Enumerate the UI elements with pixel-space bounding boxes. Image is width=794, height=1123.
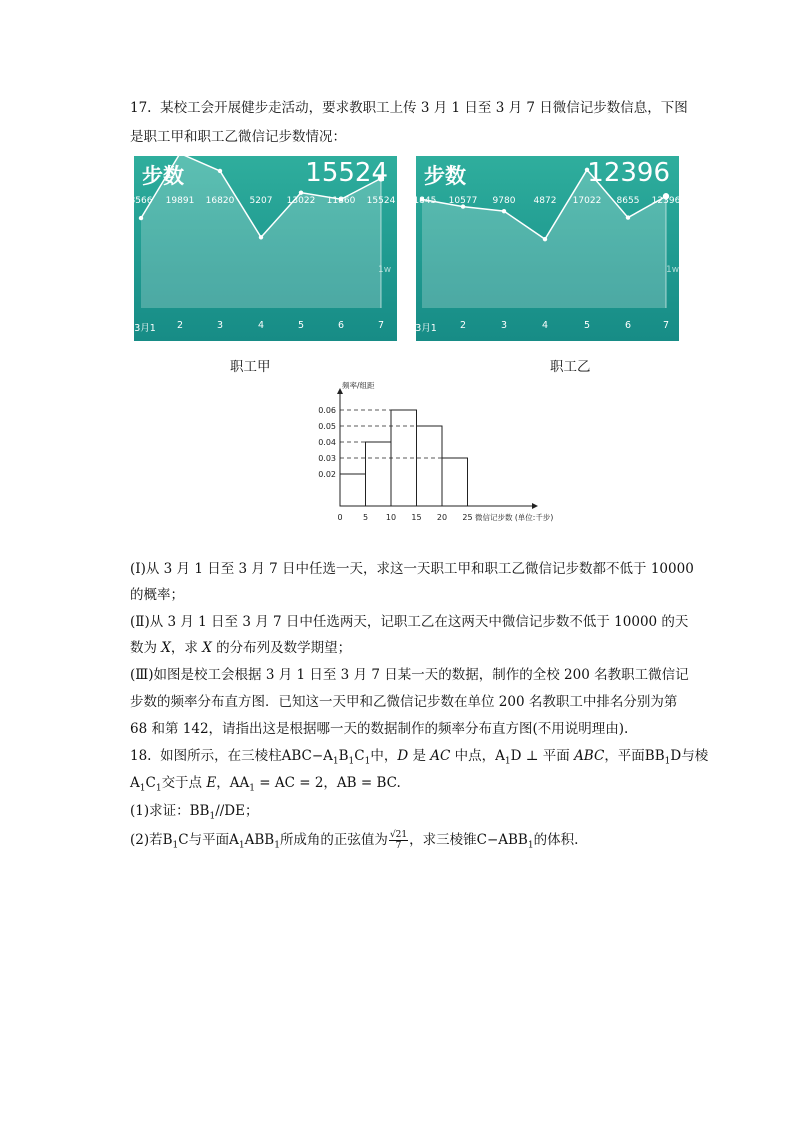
day-label: 2 <box>459 320 467 331</box>
frequency-histogram <box>300 378 600 528</box>
step-value: 9780 <box>492 196 516 206</box>
steps-panel-worker-b <box>407 156 681 341</box>
y-tick-label: 0.05 <box>318 422 336 431</box>
day-label: 7 <box>377 320 385 331</box>
unit-mark: 1w <box>666 265 680 275</box>
y-axis-label: 频率/组距 <box>342 381 375 390</box>
x-tick-label: 0 <box>337 513 343 522</box>
data-point <box>259 235 263 239</box>
caption-worker-b: 职工乙 <box>550 359 591 375</box>
day-label: 6 <box>337 320 345 331</box>
q18-part2: (2)若$B_1C$与平面$A_1ABB_1$所成角的正弦值为 $\frac{√21}{7}$ ，求三棱锥$C-ABB_1$的体积. <box>130 830 579 851</box>
data-point <box>178 151 182 155</box>
day-label: 3 <box>500 320 508 331</box>
step-value: 12396 <box>651 196 681 206</box>
x-axis-label: 微信记步数 (单位:千步) <box>475 513 554 522</box>
step-value: 15524 <box>366 196 396 206</box>
q18-line1: 18. 如图所示，在三棱柱$ABC-A_1B_1C_1$中，D 是 AC 中点，$A_1D$ ⊥ 平面 ABC，平面$BB_1D$与棱 <box>130 748 709 767</box>
step-value: 17022 <box>572 196 602 206</box>
data-point <box>139 216 143 220</box>
q18-line2: $A_1C_1$交于点 E，$AA_1$ = AC = 2，AB = BC. <box>130 775 401 794</box>
step-value: 16820 <box>205 196 235 206</box>
x-tick-label: 5 <box>362 513 369 522</box>
x-axis-arrow <box>532 503 538 509</box>
day-label: 4 <box>541 320 549 331</box>
q18-part1: (1)求证：$BB_1//DE$； <box>130 803 259 822</box>
y-tick-label: 0.02 <box>318 470 336 479</box>
step-value: 11860 <box>326 196 356 206</box>
step-value: 13022 <box>286 196 316 206</box>
step-value: 10577 <box>448 196 478 206</box>
steps-panel-worker-a <box>129 156 397 341</box>
day-label: 3 <box>216 320 224 331</box>
x-tick-label: 25 <box>462 513 473 522</box>
day-label: 6 <box>624 320 632 331</box>
x-tick-label: 10 <box>385 513 397 522</box>
q17-part3-line3: 68 和第 142，请指出这是根据哪一天的数据制作的频率分布直方图(不用说明理由). <box>130 721 629 737</box>
day-label: 5 <box>583 320 591 331</box>
day-label: 4 <box>257 320 265 331</box>
data-point <box>543 237 547 241</box>
q17-part3-line1: (Ⅲ)如图是校工会根据 3 月 1 日至 3 月 7 日某一天的数据，制作的全校 200 名教职工微信记 <box>130 667 689 683</box>
unit-mark: 1w <box>378 265 392 275</box>
step-value: 11845 <box>407 196 437 206</box>
x-tick-label: 15 <box>411 513 422 522</box>
step-value: 8655 <box>616 196 640 206</box>
y-tick-label: 0.06 <box>318 406 336 415</box>
panel-label: 步数 <box>142 164 184 188</box>
data-point <box>626 215 630 219</box>
y-tick-label: 0.03 <box>318 454 336 463</box>
data-point <box>502 209 506 213</box>
q17-part2-line2: 数为 X，求 X 的分布列及数学期望； <box>130 640 352 656</box>
caption-worker-a: 职工甲 <box>230 359 271 375</box>
data-point <box>218 169 222 173</box>
panel-label: 步数 <box>424 164 466 188</box>
step-value: 8566 <box>129 196 153 206</box>
day-label: 3月1 <box>415 323 437 334</box>
panel-total: 15524 <box>305 158 388 188</box>
data-point <box>299 190 303 194</box>
step-value: 5207 <box>249 196 273 206</box>
histogram-bar <box>417 426 443 506</box>
histogram-bar <box>340 474 366 506</box>
q17-intro-line2: 是职工甲和职工乙微信记步数情况： <box>130 129 346 145</box>
histogram-bar <box>366 442 392 506</box>
day-label: 2 <box>176 320 184 331</box>
panel-total: 12396 <box>587 158 670 188</box>
q17-part3-line2: 步数的频率分布直方图．已知这一天甲和乙微信记步数在单位 200 名教职工中排名分别为第 <box>130 694 678 710</box>
day-label: 7 <box>662 320 670 331</box>
q17-part2-line1: (Ⅱ)从 3 月 1 日至 3 月 7 日中任选两天，记职工乙在这两天中微信记步数不低于 10000 的天 <box>130 614 689 630</box>
step-value: 4872 <box>533 196 557 206</box>
step-value: 19891 <box>165 196 195 206</box>
q17-intro-line1: 17. 某校工会开展健步走活动，要求教职工上传 3 月 1 日至 3 月 7 日微信记步数信息，下图 <box>130 100 688 116</box>
day-label: 5 <box>297 320 305 331</box>
histogram-bar <box>442 458 468 506</box>
q17-part1-line2: 的概率； <box>130 587 184 603</box>
day-label: 3月1 <box>134 323 156 334</box>
q17-part1-line1: (Ⅰ)从 3 月 1 日至 3 月 7 日中任选一天，求这一天职工甲和职工乙微信记步数都不低于 10000 <box>130 561 694 577</box>
fraction-sqrt21-over-7: $\frac{√21}{7}$ <box>389 830 408 851</box>
x-tick-label: 20 <box>436 513 448 522</box>
y-tick-label: 0.04 <box>318 438 336 447</box>
